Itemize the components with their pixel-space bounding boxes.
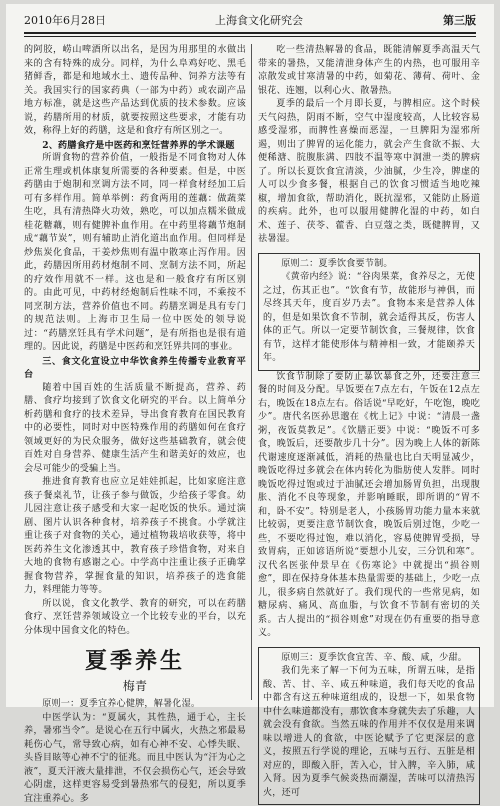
header-rule — [24, 32, 476, 34]
newspaper-page — [6, 4, 494, 707]
paragraph: 中医学认为：“夏属火，其性热，通于心，主长养，暑邪当令”。是说心在五行中属火，火热之邪最易耗伤心气，常导致心病，如有心神不安、心悸失眠、头昏目眩等心神不宁的征兆。而且中医认为“汗为心之液”，夏天汗液大量排泄，不仅会损伤心气，还会导致心阴虚，这样更容易受到暑热邪气的侵犯，所以夏季宜注重养心。多 — [24, 712, 246, 806]
paragraph: 原则一：夏季宜养心健脾，解暑化湿。 — [24, 698, 246, 712]
paragraph: 所以说，食文化教学、教育的研究，可以在药膳食疗、烹饪营养领域设立一个比较专业的平台，以充分体现中国食文化的特色。 — [24, 598, 246, 639]
paragraph: 饮食节制除了要防止暴饮暴食之外，还要注意三餐的时间及分配。早饭要在7点左右，午饭在12点左右，晚饭在18点左右。俗话说“早吃好，午吃饱，晚吃少”。唐代名医孙思邈在《枕上记》中说：“清晨一盏粥，夜饭莫教足”。《饮膳正要》中说：“晚饭不可多食，晚饭后，还要散步几十分”。因为晚上人体的新陈代谢速度逐渐减低，消耗的热量也比白天明显减少，晚饭吃得过多就会在体内转化为脂肪使人发胖。同时晚饭吃得过饱或过于油腻还会增加肠胃负担，出现腹胀、消化不良等现象，并影响睡眠，即所谓的“胃不和，卧不安”。特别是老人，小孩肠胃功能力量本来就比较弱，更要注意节制饮食，晚饭后别过饱，少吃一些，不要吃得过饱，难以消化，容易使脾胃受损，导致胃病，正如谚语所说“要想小儿安，三分饥和寒”。汉代名医张仲景早在《伤寒论》中就提出“损谷则愈”，即在保持身体基本热量需要的基础上，少吃一点儿，很多病自然就好了。我们现代的一些常见病，如糖尿病、痛风、高血脂，与饮食不节制有密切的关系。古人提出的“损谷则愈”对现在仍有重要的指导意义。 — [258, 371, 480, 641]
left-column — [24, 44, 246, 700]
paragraph: 所谓食物的营养价值，一般指是不同食物对人体正常生理或机体康复所需要的各种要素。但是，中医药膳由于炮制和烹调方法不同，同一样食材经加工后可有多样作用。简单举例：药食两用的莲藕：做蔬菜生吃，具有清热降火功效，熟吃，可以加点糯米做成桂花糖藕，则有健脾补血作用。在中药里将藕节炮制成“藕节炭”，则有辅助止消化道出血作用。但同样是炒焦炭化食品，干姜炒焦则有温中散寒止泻作用。因此，药膳因所用药材炮制不同、烹制方法不同，所起的疗效作用就不一样。这也是和一般食疗有所区别的。由此可见，中药材经炮制后性味不同，不乘按不同烹制方法，营养价值也不同。药膳烹调是具有专门的规范法则。上海市卫生局一位中医处的领导说过：“药膳烹饪具有学术问题”，是有所指也是很有道理的。因此说，药膳是中医药和烹饪界共同的事业。 — [24, 152, 246, 355]
section-heading: 三、食文化宣设立中华饮食养生传播专业教育平台 — [24, 355, 246, 382]
issue-date: 2010年6月28日 — [24, 10, 106, 32]
paragraph: 夏季的最后一个月即长夏，与脾相应。这个时候天气闷热，阴雨不断，空气中湿度较高，人比较容易感受湿邪，而脾性喜燥而恶湿，一旦脾阳为湿邪所遏，则出了脾胃的运化能力，就会产生食欲不振、大便稀溏、脘腹胀满、四肢不温等寒中洞泄一类的脾病了。所以长夏饮食宜清淡，少油腻，少生冷，脾虚的人可以少食多餐，根据自己的饮食习惯适当地吃辣椒，增加食欲，帮助消化，既抗湿邪，又能防止肠道的疾病。此外，也可以服用健脾化湿的中药，如白术、莲子、茯苓、藿香、白豆蔻之类，既健脾胃，又祛暑湿。 — [258, 98, 480, 247]
article-title: 夏季养生 — [24, 646, 246, 676]
paragraph: 推进食育教育也应立足娃娃抓起，比如家庭注意孩子餐桌礼节，让孩子参与做饭，少给孩子零食。幼儿园注意让孩子感受和大家一起吃饭的快乐。通过演剧、图片认识各种食材，培养孩子不挑食。小学就注重让孩子对食物的关心，通过植物栽培收获等，将中医药养生文化渗透其中，教育孩子珍惜食物，对来自大地的食物有感谢之心。中学高中注重让孩子正确掌握食物营养，掌握食量的知识，培养孩子的选食能力，料理能力等等。 — [24, 476, 246, 598]
page-header — [24, 10, 476, 32]
article-author: 梅青 — [24, 676, 246, 696]
paragraph: 吃一些清热解暑的食品，既能清解夏季高温天气带来的暑热，又能清泄身体产生的内热，也可服用辛凉散发或甘寒清暑的中药，如菊花、薄荷、荷叶、金银花、连翘，以利心火、散暑热。 — [258, 44, 480, 98]
paragraph: 《黄帝内经》说：“谷肉果菜，食养尽之，无使之过，伤其正也”。“饮食有节，故能形与神俱，而尽终其天年，度百岁乃去”。食物本来是营养人体的，但是如果饮食不节制，就会适得其反，伤害人体的正气。所以一定要节制饮食，三餐规律，饮食有节，这样才能使形体与精神相一致，才能颐养天年。 — [263, 271, 475, 366]
box-heading: 原则二：夏季饮食要节制。 — [263, 258, 475, 272]
column-divider — [251, 44, 252, 700]
principle-box — [258, 253, 480, 371]
principle-box — [258, 647, 480, 806]
box-heading: 原则三：夏季饮食宜苦、辛、酸、咸，少甜。 — [263, 652, 475, 666]
right-column — [258, 44, 480, 700]
publication-title: 上海食文化研究会 — [184, 10, 334, 32]
header-rule-thin — [24, 36, 476, 37]
page-number: 第三版 — [443, 10, 476, 32]
paragraph: 随着中国百姓的生活质量不断提高，营养、药膳、食疗均接到了饮食文化研究的平台。以上简单分析药膳和食疗的技术差异，导出食育教育在国民教育中的必要性，同时对中医特殊作用的药膳如何在食疗领域更好的为民众服务，做好这些基础教育，就会使百姓对自身营养、健康生活产生和谐美好的效应，也会尽可能少的受骗上当。 — [24, 382, 246, 477]
paragraph: 的阿胶，崂山啤酒所以出名，是因为用那里的水做出来的含有特殊的成分。同样，为什么阜鸡好吃、黑毛猪鲜香，都是和地域水土、遗传品种、饲养方法等有关。我国实行的国家药典（一部为中药）或农副产品地方标准，就是这些产品达到优质的技术参数。应该说，药膳所用的材质，就要按照这些要求，才能有功效，称得上好的药膳，这是和食疗有所区别之一。 — [24, 44, 246, 139]
section-heading: 2、药膳食疗是中医药和烹饪营养界的学术课题 — [24, 139, 246, 153]
paragraph: 我们先来了解一下何为五味，所谓五味，是指酸、苦、甘、辛、咸五种味道，我们每天吃的食品中都含有这五种味道组成的，设想一下，如果食物中什么味道都没有，那饮食本身就失去了乐趣，人就会没有食欲。当然五味的作用并不仅仅是用来调味以增进人的食欲，中医论赋予了它更深层的意义，按照五行学说的理论，五味与五行、五脏是相对应的，即酸入肝，苦入心，甘入脾，辛入肺，咸入肾。因为夏季气候炎热而潮湿，苦味可以清热泻火，还可 — [263, 665, 475, 800]
